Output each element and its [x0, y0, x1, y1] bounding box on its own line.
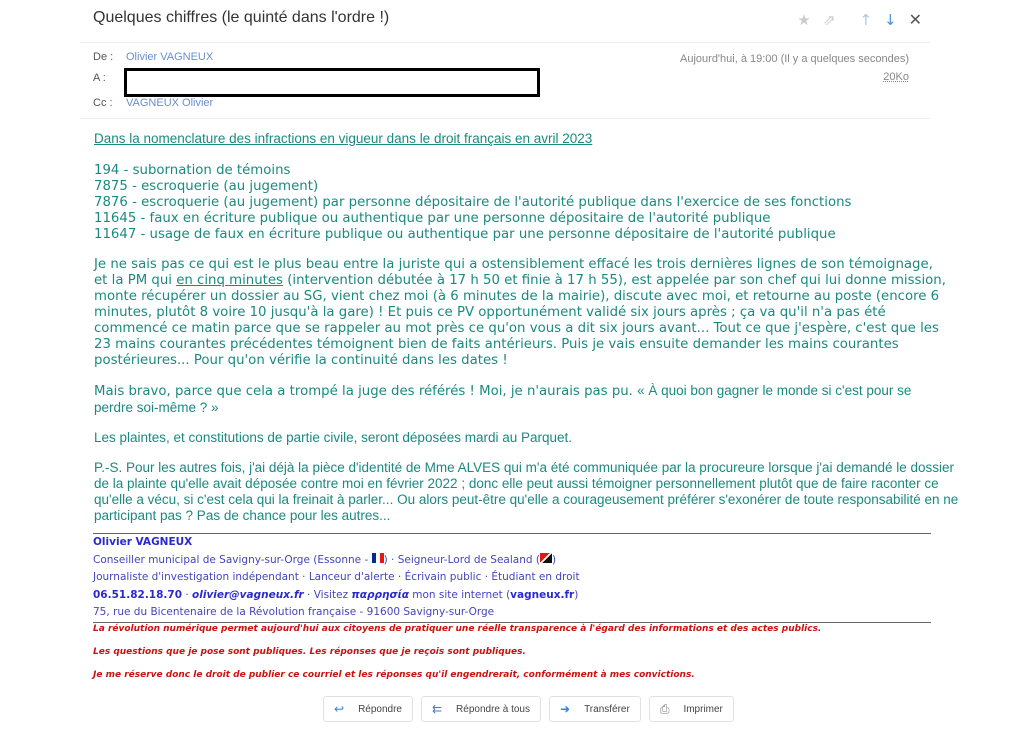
nomenclature-link[interactable]: Dans la nomenclature des infractions en vigueur dans le droit français en avril 2023 [94, 131, 593, 146]
text: ) [574, 588, 579, 601]
from-value[interactable]: Olivier VAGNEUX [126, 51, 214, 63]
printer-icon: ⎙ [659, 701, 670, 716]
paragraph-line: 23 mains courantes précédentes témoignent bien de faits antérieurs. Puis je vais ensuite demander les mains courantes [94, 337, 899, 352]
sealand-flag-icon [540, 553, 552, 563]
disclaimer-line: La révolution numérique permet aujourd'hui aux citoyens de pratiquer une réelle transparence à l'égard des informations et des actes publics. [93, 624, 822, 634]
paragraph-line: minutes, plutôt 8 voire 10 jusqu'à la gare) ! Et puis ce PV opportunément validé six jours après ; ça va qu'il n'a pas été [94, 305, 886, 320]
paragraph-line: P.-S. Pour les autres fois, j'ai déjà la pièce d'identité de Mme ALVES qui m'a été communiquée par la procureure lorsque j'ai demandé le dossier [94, 460, 955, 475]
website-link[interactable]: vagneux.fr [510, 588, 575, 601]
signature [93, 533, 931, 623]
forward-label: Transférer [584, 703, 630, 715]
signature-line [93, 587, 931, 605]
paragraph-line: postérieures... Pour qu'on vérifie la continuité dans les dates ! [94, 353, 508, 368]
email-link[interactable]: olivier@vagneux.fr [192, 588, 304, 601]
text: mon site internet ( [408, 588, 511, 601]
signature-name: Olivier VAGNEUX [93, 536, 193, 548]
reply-all-icon: ⇇ [431, 702, 443, 716]
greek-word: παρρησία [351, 588, 409, 601]
french-flag-icon [372, 553, 384, 563]
from-row [93, 51, 214, 63]
text: · Visitez [303, 588, 352, 601]
signature-line [93, 552, 931, 570]
reply-label: Répondre [358, 703, 402, 715]
action-buttons [323, 696, 734, 722]
quote: « À quoi bon gagner le monde si c'est pour se [637, 383, 912, 398]
paragraph-line: perdre soi-même ? » [94, 400, 219, 415]
text: et la PM qui [94, 273, 177, 288]
reply-all-label: Répondre à tous [456, 703, 530, 715]
disclaimer [93, 624, 821, 693]
phone: 06.51.82.18.70 [93, 588, 183, 601]
cc-value[interactable]: VAGNEUX Olivier [126, 97, 214, 109]
disclaimer-line: Je me réserve donc le droit de publier ce courriel et les réponses qu'il engendrerait, conformément à mes convictions. [93, 670, 695, 680]
open-external-icon[interactable]: ⇗ [822, 10, 836, 29]
paragraph-line: de la plainte qu'elle avait déposée contre moi en février 2022 ; donc elle peut aussi témoigner personnellement plutôt que de faire raconter ce [94, 476, 939, 491]
from-label: De : [93, 51, 114, 63]
star-icon[interactable]: ★ [797, 10, 811, 29]
signature-line: Journaliste d'investigation indépendant · Lanceur d'alerte · Écrivain public · Étudiant en droit [93, 571, 580, 583]
text: Conseiller municipal de Savigny-sur-Orge (Essonne - [93, 553, 372, 566]
paragraph-line: Les plaintes, et constitutions de partie civile, seront déposées mardi au Parquet. [94, 430, 573, 445]
reply-all-button[interactable] [421, 696, 541, 722]
email-subject: Quelques chiffres (le quinté dans l'ordre !) [93, 9, 390, 26]
cc-row [93, 97, 214, 109]
paragraph-line: Je ne sais pas ce qui est le plus beau entre la juriste qui a ostensiblement effacé les trois dernières lignes de son témoignage, [94, 257, 933, 272]
to-row [93, 72, 106, 84]
underlined-text: en cinq minutes [176, 273, 283, 288]
paragraph-line [94, 383, 934, 400]
message-body [94, 131, 959, 524]
to-label: A : [93, 72, 106, 84]
text: · [182, 588, 193, 601]
signature-address: 75, rue du Bicentenaire de la Révolution française - 91600 Savigny-sur-Orge [93, 604, 931, 623]
reply-button[interactable] [323, 696, 413, 722]
list-item: 7875 - escroquerie (au jugement) [94, 179, 319, 194]
forward-button[interactable] [549, 696, 641, 722]
divider [80, 118, 930, 119]
print-button[interactable] [649, 696, 734, 722]
print-label: Imprimer [683, 703, 723, 715]
disclaimer-line: Les questions que je pose sont publiques. Les réponses que je reçois sont publiques. [93, 647, 526, 657]
toolbar [797, 10, 922, 29]
list-item: 194 - subornation de témoins [94, 163, 291, 178]
text: ) · Seigneur-Lord de Sealand ( [383, 553, 540, 566]
paragraph-line: qu'elle a vécu, si c'est cela qui la freinait à parler... Ou alors peut-être qu'elle a courageusement préférer s'exonérer de toute responsabilité en ne [94, 492, 959, 507]
text: (intervention débutée à 17 h 50 et finie à 17 h 55), est appelée par son chef qui lui donne mission, [282, 273, 946, 288]
text: Mais bravo, parce que cela a trompé la juge des référés ! Moi, je n'aurais pas pu. [94, 384, 638, 399]
paragraph-line [94, 273, 946, 289]
previous-arrow-icon[interactable]: ↑ [859, 10, 873, 29]
list-item: 7876 - escroquerie (au jugement) par personne dépositaire de l'autorité publique dans l'exercice de ses fonctions [94, 195, 852, 210]
list-item: 11647 - usage de faux en écriture publique ou authentique par une personne dépositaire de l'autorité publique [94, 227, 836, 242]
redacted-recipient [124, 68, 540, 97]
forward-icon: ➜ [560, 702, 571, 716]
next-arrow-icon[interactable]: ↓ [884, 10, 897, 29]
paragraph-line: monte récupérer un dossier au SG, vient chez moi (à 6 minutes de la mairie), discute avec moi, et retourne au poste (encore 6 [94, 289, 940, 304]
divider [80, 42, 930, 43]
text: ) [551, 553, 557, 566]
reply-icon: ↩ [334, 702, 345, 716]
cc-label: Cc : [93, 97, 113, 109]
size: 20Ko [883, 71, 909, 83]
list-item: 11645 - faux en écriture publique ou authentique par une personne dépositaire de l'autorité publique [94, 211, 771, 226]
date: Aujourd'hui, à 19:00 (Il y a quelques secondes) [680, 53, 909, 65]
paragraph-line: commencé ce matin parce que se rappeler au mot près ce qu'on vous a dit six jours avant... Tout ce que j'espère, c'est que les [94, 321, 939, 336]
close-icon[interactable]: ✕ [908, 10, 922, 29]
paragraph-line: participant pas ? Pas de chance pour les autres... [94, 508, 391, 523]
